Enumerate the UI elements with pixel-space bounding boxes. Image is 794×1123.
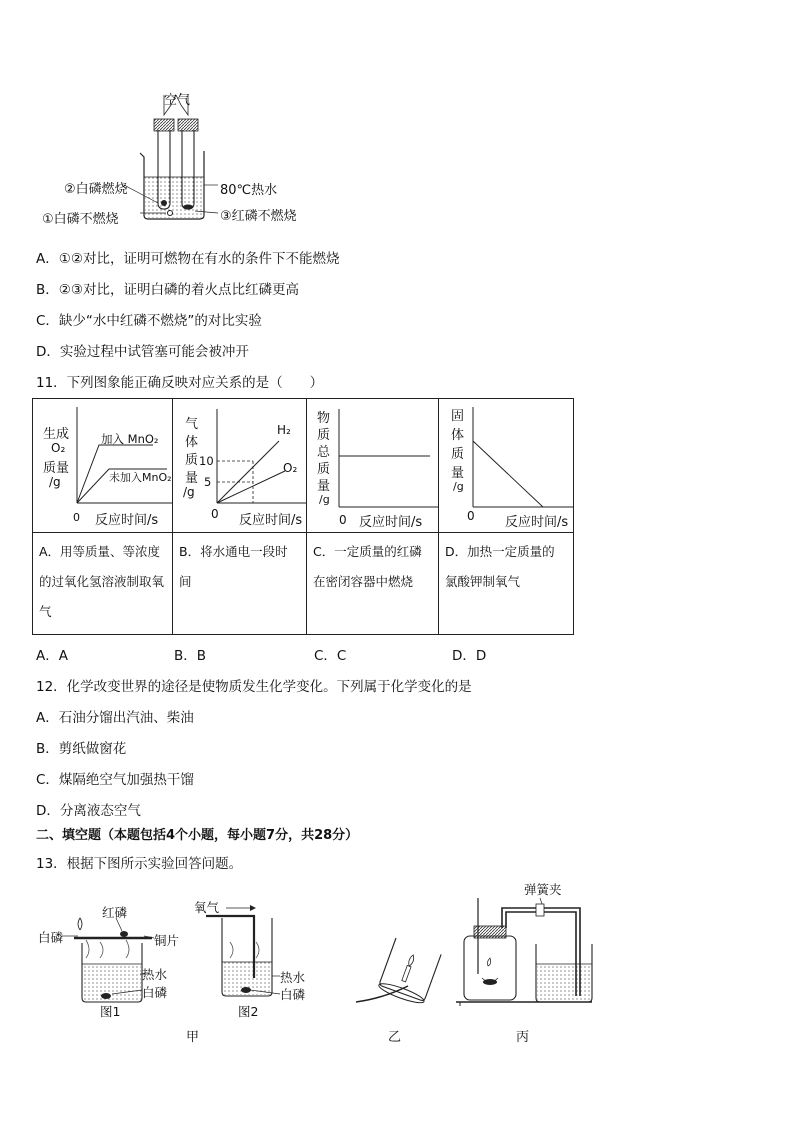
q11-chart-a-cell: [33, 399, 173, 533]
q11-table: [32, 398, 574, 635]
caption-yi: 乙: [388, 1030, 402, 1045]
chart-b-origin: 0: [211, 507, 219, 521]
fig2-oxygen-label: 氧气: [194, 900, 220, 915]
air-label: 空气: [164, 93, 191, 108]
chart-c-ylabel-4: 量: [317, 479, 331, 494]
chart-b-ylabel-4: /g: [183, 485, 195, 499]
chart-b-xlabel: 反应时间/s: [239, 513, 303, 528]
series-o2-line: [217, 471, 285, 503]
q13-figure: [36, 878, 616, 1048]
q11-answer-c: C．C: [314, 648, 347, 664]
fig2-white-phosphorus-label: 白磷: [280, 987, 306, 1002]
chart-c-ylabel-3: 质: [317, 462, 331, 477]
chart-a-ylabel-2: 质量: [43, 461, 70, 476]
fig1-white-phosphorus-2-label: 白磷: [142, 985, 168, 1000]
chart-c-xlabel: 反应时间/s: [359, 515, 423, 530]
q11-chart-d-cell: [439, 399, 574, 533]
q13-stem: 13．根据下图所示实验回答问题。: [36, 856, 243, 872]
caption-bing: 丙: [516, 1030, 530, 1045]
fig1-caption: 图1: [100, 1004, 121, 1019]
chart-b-ylabel-2: 质: [185, 453, 199, 468]
bing-spring-clamp-label: 弹簧夹: [524, 882, 562, 897]
chart-d-xlabel: 反应时间/s: [505, 515, 569, 530]
q11-chart-c-cell: [307, 399, 439, 533]
chart-c-ylabel-2: 总: [317, 445, 331, 460]
q11-answer-a: A．A: [36, 648, 68, 664]
chart-c-origin: 0: [339, 513, 347, 527]
chart-b-ylabel-3: 量: [185, 471, 199, 486]
chart-b-o2-label: O₂: [283, 461, 298, 475]
series-h2-line: [217, 441, 279, 503]
label-white-p-burning: ②白磷燃烧: [64, 182, 128, 197]
chart-a-xlabel: 反应时间/s: [95, 513, 159, 528]
label-red-p-not-burning: ③红磷不燃烧: [220, 209, 297, 224]
chart-b-ylabel-1: 体: [185, 435, 199, 450]
q11-stem: 11．下列图象能正确反映对应关系的是（ ）: [36, 375, 324, 391]
q11-desc-a: A．用等质量、等浓度的过氧化氢溶液制取氧气: [39, 544, 165, 619]
q10-option-a: A．①②对比，证明可燃物在有水的条件下不能燃烧: [36, 251, 340, 267]
q11-desc-c: C．一定质量的红磷在密闭容器中燃烧: [313, 544, 422, 589]
q11-answer-b: B．B: [174, 648, 207, 664]
fig1-white-phosphorus-label: 白磷: [38, 930, 64, 945]
chart-a-origin: 0: [73, 511, 80, 524]
q11-desc-b-cell: [173, 533, 307, 635]
caption-jia: 甲: [186, 1030, 200, 1045]
chart-a-ylabel-3: /g: [49, 475, 61, 489]
section-2-heading: 二、填空题（本题包括4个小题，每小题7分，共28分）: [36, 828, 359, 843]
q12-option-a: A．石油分馏出汽油、柴油: [36, 710, 194, 726]
chart-a-series-2-label: 未加入MnO₂: [109, 471, 172, 484]
chart-a-ylabel-0: 生成: [43, 427, 70, 442]
chart-d-origin: 0: [467, 509, 475, 523]
fig2-hot-water-label: 热水: [280, 970, 306, 985]
q11-answer-d: D．D: [452, 648, 487, 664]
chart-c-ylabel-5: /g: [319, 493, 330, 506]
chart-d-ylabel-0: 固: [451, 409, 465, 424]
q10-option-b: B．②③对比，证明白磷的着火点比红磷更高: [36, 282, 299, 298]
q10-option-c: C．缺少“水中红磷不燃烧”的对比实验: [36, 313, 262, 329]
q12-stem: 12．化学改变世界的途径是使物质发生化学变化。下列属于化学变化的是: [36, 679, 472, 695]
chart-d-ylabel-3: 量: [451, 466, 465, 481]
q12-option-b: B．剪纸做窗花: [36, 741, 127, 757]
chart-b-ylabel-0: 气: [185, 417, 199, 432]
label-hot-water: 80℃热水: [220, 183, 278, 198]
q11-desc-a-cell: [33, 533, 173, 635]
q11-chart-b-cell: [173, 399, 307, 533]
series-decreasing-line: [473, 441, 543, 507]
chart-c-ylabel-0: 物: [317, 411, 331, 426]
fig1-copper-label: 铜片: [154, 933, 180, 948]
chart-a-series-1-label: 加入 MnO₂: [101, 432, 159, 446]
q11-desc-d-cell: [439, 533, 574, 635]
q11-desc-c-cell: [307, 533, 439, 635]
fig1-hot-water-label: 热水: [142, 967, 168, 982]
chart-a-ylabel-1: O₂: [51, 441, 66, 455]
q10-figure: [40, 85, 330, 235]
q12-option-c: C．煤隔绝空气加强热干馏: [36, 772, 194, 788]
chart-b-tick-5: 5: [204, 475, 212, 489]
chart-d-ylabel-4: /g: [453, 480, 464, 493]
chart-c-ylabel-1: 质: [317, 428, 331, 443]
chart-d-ylabel-1: 体: [451, 428, 465, 443]
q10-option-d: D．实验过程中试管塞可能会被冲开: [36, 344, 249, 360]
q12-option-d: D．分离液态空气: [36, 803, 141, 819]
q11-desc-b: B．将水通电一段时间: [179, 544, 288, 589]
q11-desc-d: D．加热一定质量的氯酸钾制氧气: [445, 544, 555, 589]
fig1-red-phosphorus-label: 红磷: [102, 905, 128, 920]
label-white-p-not-burning: ①白磷不燃烧: [42, 212, 119, 227]
fig2-caption: 图2: [238, 1004, 259, 1019]
chart-d-ylabel-2: 质: [451, 447, 465, 462]
chart-b-h2-label: H₂: [277, 423, 291, 437]
chart-b-tick-10: 10: [199, 454, 214, 468]
